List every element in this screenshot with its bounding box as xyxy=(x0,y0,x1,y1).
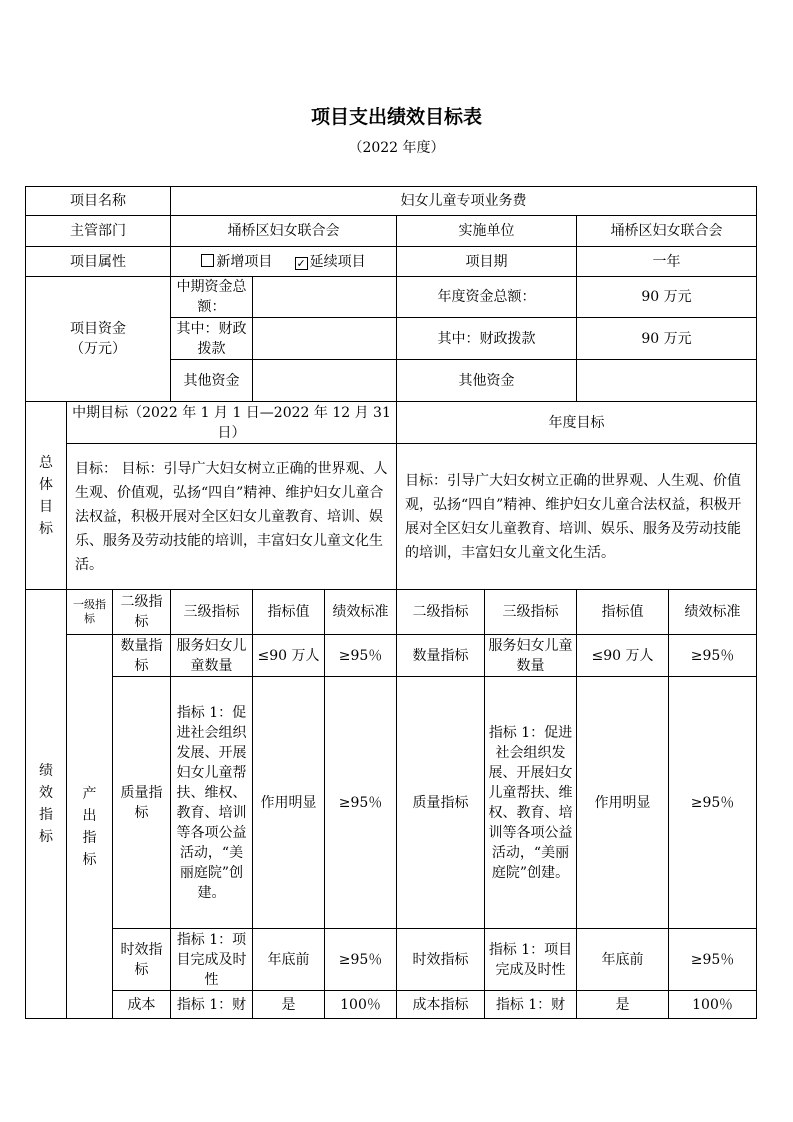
year-fiscal-value: 90 万元 xyxy=(577,318,757,360)
row-level3-b: 指标 1：促进社会组织发展、开展妇女儿童帮扶、维权、教育、培训等各项公益活动，“美丽庭院”创建。 xyxy=(485,677,577,929)
row-level2-b: 数量指标 xyxy=(397,635,485,677)
row-standard-b: 100％ xyxy=(669,991,757,1019)
row-value-b: 作用明显 xyxy=(577,677,669,929)
attr-options xyxy=(171,247,397,277)
project-name-label: 项目名称 xyxy=(26,187,171,216)
mid-other-value xyxy=(253,360,397,402)
header-value: 指标值 xyxy=(253,590,325,635)
new-project-checkbox[interactable] xyxy=(201,254,214,267)
header-level2-b: 二级指标 xyxy=(397,590,485,635)
year-goal-header: 年度目标 xyxy=(397,402,757,444)
header-standard-b: 绩效标准 xyxy=(669,590,757,635)
output-indicator-label xyxy=(67,635,113,1019)
row-standard: ≥95％ xyxy=(325,677,397,929)
row-value: 作用明显 xyxy=(253,677,325,929)
row-value-b: 是 xyxy=(577,991,669,1019)
row-level3-b: 指标 1：项目完成及时性 xyxy=(485,929,577,991)
mid-fiscal-value xyxy=(253,318,397,360)
page-title: 项目支出绩效目标表 xyxy=(310,106,482,128)
goals-label-text: 总体目标 xyxy=(39,454,53,537)
dept-value: 埇桥区妇女联合会 xyxy=(171,216,397,247)
row-value: 是 xyxy=(253,991,325,1019)
period-value: 一年 xyxy=(577,247,757,277)
funds-label-text: 项目资金（万元） xyxy=(70,321,126,357)
row-level3: 指标 1：促进社会组织发展、开展妇女儿童帮扶、维权、教育、培训等各项公益活动，“美丽庭院”创建。 xyxy=(171,677,253,929)
row-level3: 指标 1：项目完成及时性 xyxy=(171,929,253,991)
page-subtitle: （2022 年度） xyxy=(348,140,445,156)
mid-goal-text: 目标： 目标：引导广大妇女树立正确的世界观、人生观、价值观，弘扬“四自”精神、维护妇女儿童合法权益，积极开展对全区妇女儿童教育、培训、娱乐、服务及劳动技能的培训，丰富妇女儿童文化生活。 xyxy=(67,444,397,590)
indicators-label-text: 绩效指标 xyxy=(39,763,53,845)
indicators-label xyxy=(26,590,67,1019)
new-project-label: 新增项目 xyxy=(216,253,273,270)
row-standard: 100％ xyxy=(325,991,397,1019)
row-standard: ≥95％ xyxy=(325,929,397,991)
check-mark-icon: ✓ xyxy=(296,256,306,270)
year-other-label: 其他资金 xyxy=(397,360,577,402)
row-standard: ≥95％ xyxy=(325,635,397,677)
attr-label: 项目属性 xyxy=(26,247,171,277)
header-level2: 二级指标 xyxy=(113,590,171,635)
mid-total-label: 中期资金总额： xyxy=(171,277,253,318)
year-total-value: 90 万元 xyxy=(577,277,757,318)
performance-table xyxy=(25,186,757,1019)
row-level2-b: 时效指标 xyxy=(397,929,485,991)
header-value-b: 指标值 xyxy=(577,590,669,635)
row-value-b: ≤90 万人 xyxy=(577,635,669,677)
year-total-label: 年度资金总额： xyxy=(397,277,577,318)
row-level2: 数量指标 xyxy=(113,635,171,677)
year-goal-text: 目标：引导广大妇女树立正确的世界观、人生观、价值观，弘扬“四自”精神、维护妇女儿童合法权益，积极开展对全区妇女儿童教育、培训、娱乐、服务及劳动技能的培训，丰富妇女儿童文化生活。 xyxy=(397,444,757,590)
row-level2-b: 成本指标 xyxy=(397,991,485,1019)
funds-label xyxy=(26,277,171,402)
header-standard: 绩效标准 xyxy=(325,590,397,635)
row-value-b: 年底前 xyxy=(577,929,669,991)
row-level3-b: 指标 1：财 xyxy=(485,991,577,1019)
row-level3: 服务妇女儿童数量 xyxy=(171,635,253,677)
header-level3-b: 三级指标 xyxy=(485,590,577,635)
mid-total-value xyxy=(253,277,397,318)
row-value: 年底前 xyxy=(253,929,325,991)
dept-label: 主管部门 xyxy=(26,216,171,247)
row-level2: 时效指标 xyxy=(113,929,171,991)
row-level3: 指标 1：财 xyxy=(171,991,253,1019)
mid-goal-header: 中期目标（2022 年 1 月 1 日—2022 年 12 月 31 日） xyxy=(67,402,397,444)
row-standard-b: ≥95％ xyxy=(669,929,757,991)
row-level2: 成本 xyxy=(113,991,171,1019)
header-level3: 三级指标 xyxy=(171,590,253,635)
year-fiscal-label: 其中：财政拨款 xyxy=(397,318,577,360)
mid-fiscal-label: 其中：财政拨款 xyxy=(171,318,253,360)
year-other-value xyxy=(577,360,757,402)
period-label: 项目期 xyxy=(397,247,577,277)
row-level2-b: 质量指标 xyxy=(397,677,485,929)
header-level1: 一级指标 xyxy=(67,590,113,635)
output-indicator-text: 产出指标 xyxy=(82,785,97,868)
row-value: ≤90 万人 xyxy=(253,635,325,677)
goals-label xyxy=(26,402,67,590)
row-level3-b: 服务妇女儿童数量 xyxy=(485,635,577,677)
row-standard-b: ≥95％ xyxy=(669,677,757,929)
project-name-value: 妇女儿童专项业务费 xyxy=(171,187,757,216)
row-standard-b: ≥95％ xyxy=(669,635,757,677)
mid-other-label: 其他资金 xyxy=(171,360,253,402)
continued-project-label: 延续项目 xyxy=(309,253,366,270)
row-level2: 质量指标 xyxy=(113,677,171,929)
impl-unit-value: 埇桥区妇女联合会 xyxy=(577,216,757,247)
impl-unit-label: 实施单位 xyxy=(397,216,577,247)
continued-project-checkbox[interactable] xyxy=(295,257,308,270)
